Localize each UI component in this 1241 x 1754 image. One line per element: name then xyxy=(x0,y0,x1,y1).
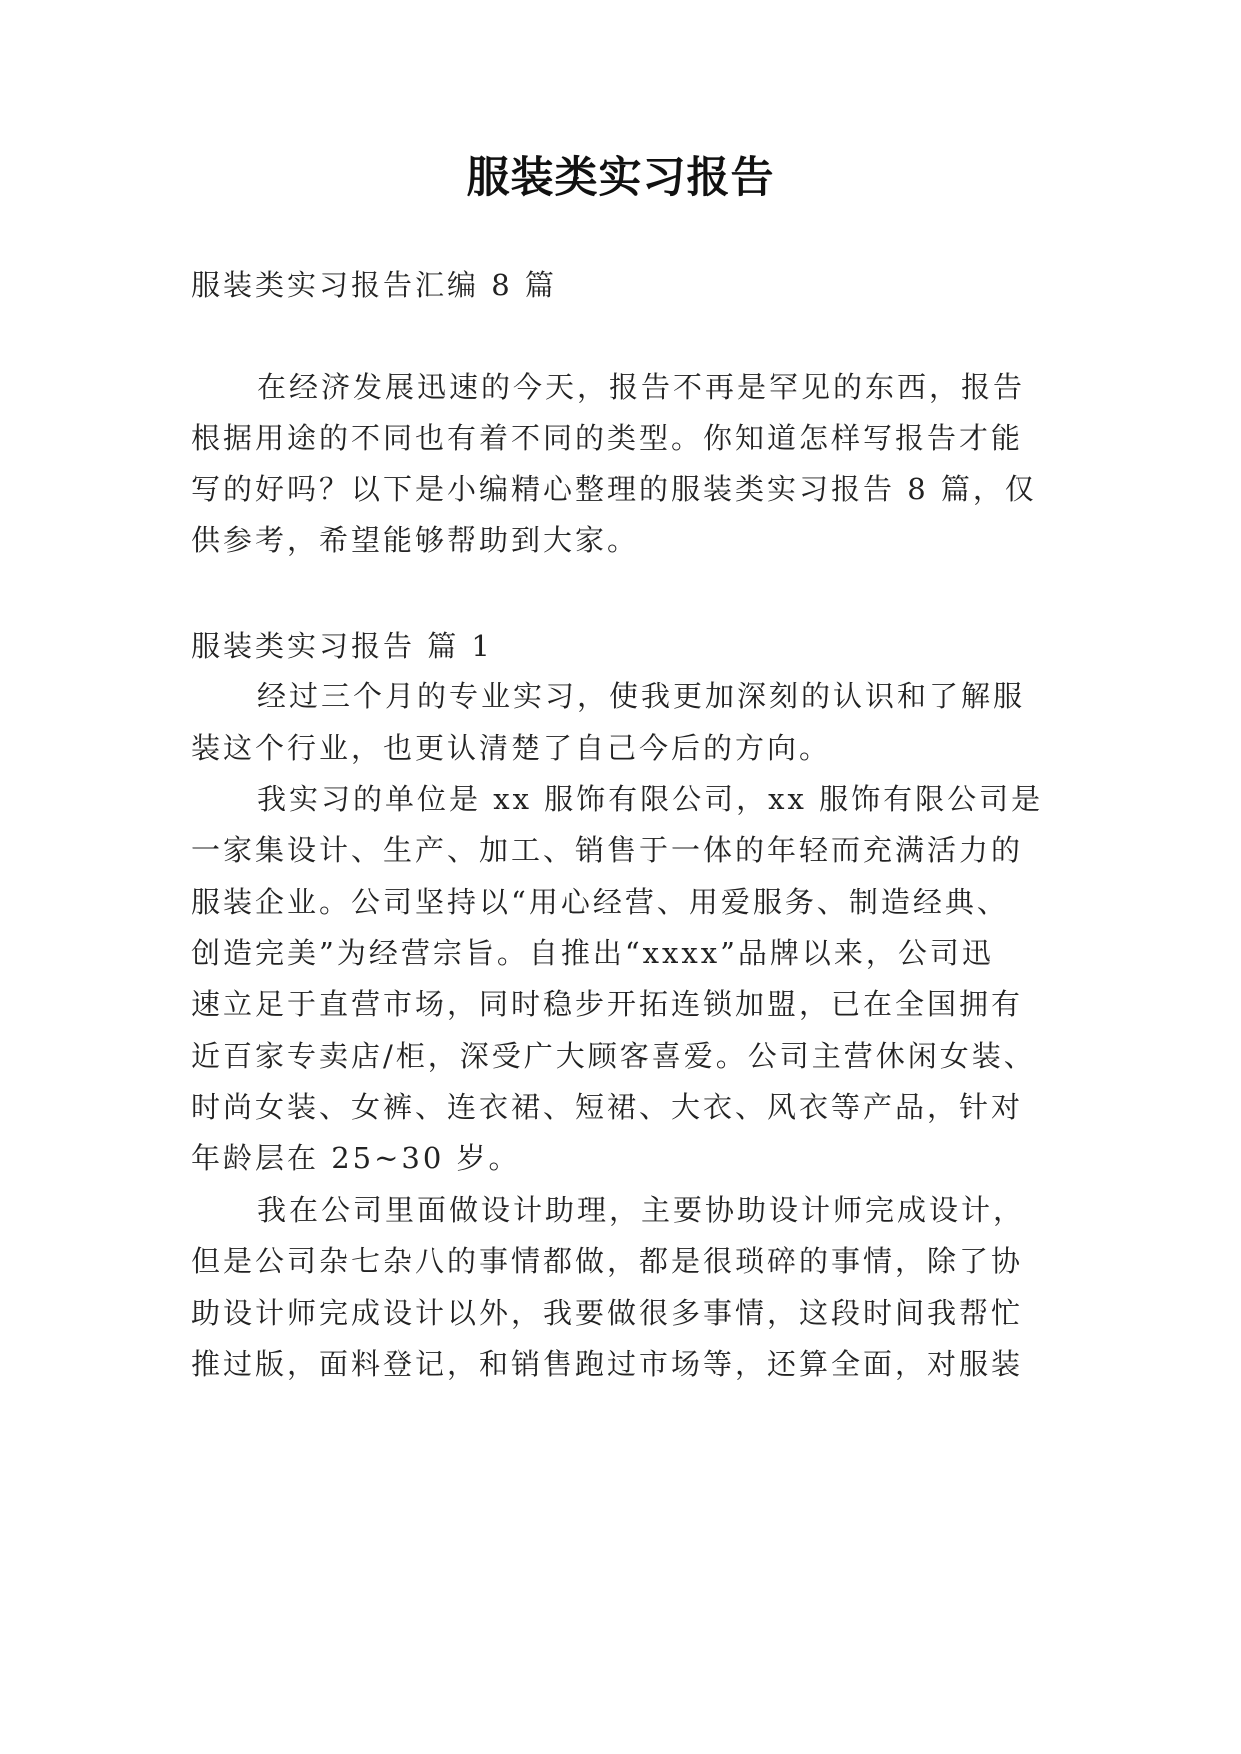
paragraph-line: 时尚女装、女裤、连衣裙、短裙、大衣、风衣等产品，针对 xyxy=(191,1090,1024,1124)
paragraph-line: 服装企业。公司坚持以“用心经营、用爱服务、制造经典、 xyxy=(191,885,1009,919)
paragraph-line: 一家集设计、生产、加工、销售于一体的年轻而充满活力的 xyxy=(191,833,1024,867)
paragraph-line: 但是公司杂七杂八的事情都做，都是很琐碎的事情，除了协 xyxy=(191,1244,1024,1278)
paragraph-line: 助设计师完成设计以外，我要做很多事情，这段时间我帮忙 xyxy=(191,1296,1024,1330)
document-title: 服装类实习报告 xyxy=(466,153,775,203)
document-subtitle: 服装类实习报告汇编 8 篇 xyxy=(191,268,557,302)
intro-line: 供参考，希望能够帮助到大家。 xyxy=(191,523,640,557)
paragraph-line: 近百家专卖店/柜，深受广大顾客喜爱。公司主营休闲女装、 xyxy=(191,1039,1036,1073)
paragraph-line: 经过三个月的专业实习，使我更加深刻的认识和了解服 xyxy=(257,679,1026,713)
paragraph-line: 我在公司里面做设计助理，主要协助设计师完成设计， xyxy=(257,1193,1026,1227)
paragraph-line: 速立足于直营市场，同时稳步开拓连锁加盟，已在全国拥有 xyxy=(191,987,1024,1021)
paragraph-line: 年龄层在 25~30 岁。 xyxy=(191,1141,521,1175)
paragraph-line: 装这个行业，也更认清楚了自己今后的方向。 xyxy=(191,731,832,765)
paragraph-line: 创造完美”为经营宗旨。自推出“xxxx”品牌以来，公司迅 xyxy=(191,936,994,970)
intro-line: 在经济发展迅速的今天，报告不再是罕见的东西，报告 xyxy=(257,370,1026,404)
intro-line: 根据用途的不同也有着不同的类型。你知道怎样写报告才能 xyxy=(191,421,1024,455)
paragraph-line: 推过版，面料登记，和销售跑过市场等，还算全面，对服装 xyxy=(191,1347,1024,1381)
intro-line: 写的好吗？以下是小编精心整理的服装类实习报告 8 篇，仅 xyxy=(191,472,1037,506)
paragraph-line: 我实习的单位是 xx 服饰有限公司，xx 服饰有限公司是 xyxy=(257,782,1044,816)
section-heading: 服装类实习报告 篇 1 xyxy=(191,629,493,663)
